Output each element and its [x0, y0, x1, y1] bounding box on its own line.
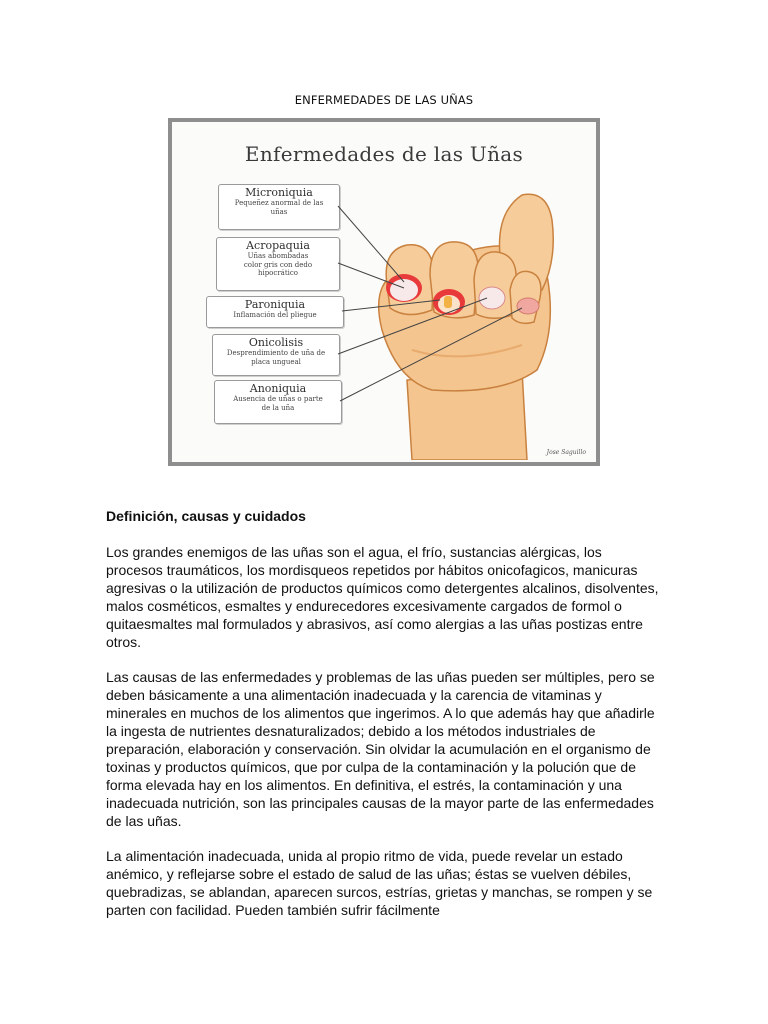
nail-diseases-illustration: [168, 118, 600, 466]
label-title: Microniquia: [245, 186, 313, 199]
label-description: Uñas abombadas color gris con dedo hipocrático: [243, 252, 313, 277]
document-title: ENFERMEDADES DE LAS UÑAS: [294, 93, 474, 107]
label-description: Desprendimiento de uña de placa ungueal: [226, 349, 326, 366]
paragraph-1: Los grandes enemigos de las uñas son el agua, el frío, sustancias alérgicas, los procesos traumáticos, los mordisqueos repetidos por hábitos onicofagicos, manicuras agresivas o la utilización de productos químicos como detergentes alcalinos, disolventes, malos cosméticos, esmaltes y endurecedores excesivamente cargados de formol o quitaesmaltes mal formulados y abrasivos, así como alergias a las uñas postizas entre otros.: [106, 544, 659, 650]
label-title: Onicolisis: [248, 336, 304, 349]
paragraph-3: La alimentación inadecuada, unida al propio ritmo de vida, puede revelar un estado anémico, y reflejarse sobre el estado de salud de las uñas; éstas se vuelven débiles, quebradizas, se ablandan, aparecen surcos, estrías, grietas y manchas, se rompen y se parten con facilidad. Pueden también sufrir fácilmente: [106, 848, 653, 918]
connector-line: [338, 206, 404, 282]
connector-lines: [172, 122, 596, 462]
connector-line: [342, 300, 440, 311]
figure-title: Enfermedades de las Uñas: [244, 142, 524, 166]
connector-line: [340, 308, 522, 401]
label-description: Ausencia de uñas o parte de la uña: [233, 395, 323, 412]
section-heading: Definición, causas y cuidados: [106, 508, 306, 524]
label-title: Anoniquia: [249, 382, 307, 395]
label-description: Inflamación del pliegue: [233, 311, 317, 319]
connector-line: [338, 263, 404, 288]
illustrator-signature: Jose Saguillo: [546, 449, 586, 456]
connector-line: [338, 298, 487, 354]
paragraph-2: Las causas de las enfermedades y problemas de las uñas pueden ser múltiples, pero se deben básicamente a una alimentación inadecuada y la carencia de vitaminas y minerales en muchos de los alimentos que ingerimos. A lo que además hay que añadirle la ingesta de nutrientes desnaturalizados; debido a los métodos industriales de preparación, elaboración y conservación. Sin olvidar la acumulación en el organismo de toxinas y productos químicos, que por culpa de la contaminación y la polución que de forma elevada hay en los alimentos. En definitiva, el estrés, la contaminación y una inadecuada nutrición, son las principales causas de la mayor parte de las enfermedades de las uñas.: [106, 669, 655, 829]
label-description: Pequeñez anormal de las uñas: [234, 199, 324, 216]
label-title: Acropaquia: [246, 239, 310, 252]
label-title: Paroniquia: [244, 298, 306, 311]
